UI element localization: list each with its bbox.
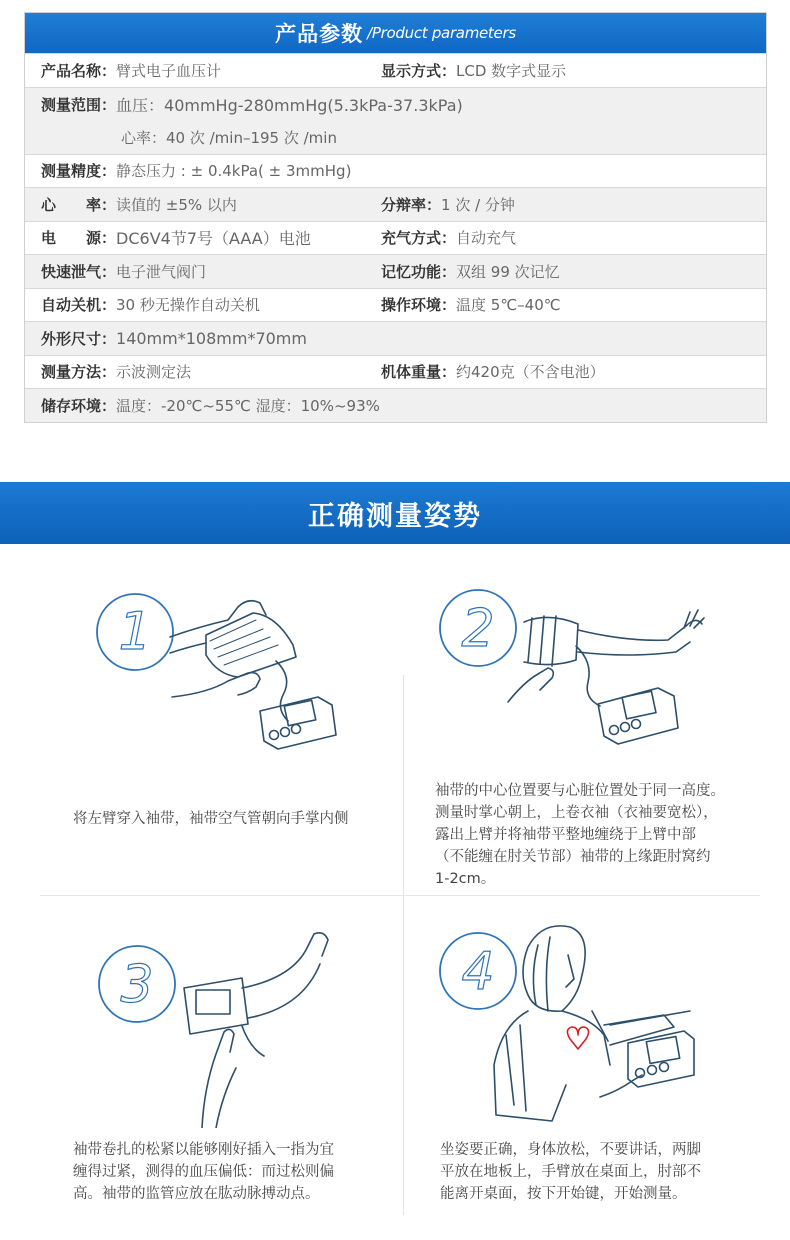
param-label: 外形尺寸： — [41, 329, 117, 348]
param-row-dimensions — [25, 321, 766, 355]
params-title-zh: 产品参数 — [275, 22, 364, 46]
step-3-illustration — [92, 928, 382, 1128]
param-value: 1 次 / 分钟 — [441, 195, 515, 214]
divider-vertical — [403, 675, 404, 1215]
param-value: 温度 5℃–40℃ — [456, 296, 561, 315]
param-label: 显示方式： — [381, 61, 457, 80]
posture-title: 正确测量姿势 — [308, 500, 482, 532]
step-2-line: 1-2cm。 — [435, 871, 496, 887]
step-3-caption — [73, 1139, 334, 1205]
param-row-range — [25, 87, 766, 154]
step-4-line: 能离开桌面，按下开始键，开始测量。 — [440, 1186, 687, 1202]
param-label: 记忆功能： — [381, 262, 457, 281]
param-label: 机体重量： — [381, 363, 457, 382]
step-2-line: 袖带的中心位置要与心脏位置处于同一高度。 — [435, 783, 725, 799]
param-row-accuracy — [25, 154, 766, 188]
param-label: 储存环境： — [41, 396, 117, 415]
posture-banner — [0, 482, 790, 544]
step-1-caption — [73, 808, 349, 830]
param-value: 自动充气 — [456, 229, 517, 248]
param-value: 静态压力 : ± 0.4kPa( ± 3mmHg) — [116, 162, 352, 181]
step-3-line: 缠得过紧，测得的血压偏低：而过松则偏 — [73, 1164, 334, 1180]
step-4-line: 平放在地板上，手臂放在桌面上，肘部不 — [440, 1164, 701, 1180]
step-2-line: 露出上臂并将袖带平整地缠绕于上臂中部 — [435, 827, 696, 843]
param-label: 产品名称： — [41, 61, 117, 80]
divider-horizontal — [40, 895, 760, 896]
param-value: 温度：-20℃~55℃ 湿度：10%~93% — [116, 396, 380, 415]
param-value: 读值的 ±5% 以内 — [116, 195, 237, 214]
step-4-illustration — [432, 915, 732, 1125]
param-value: 臂式电子血压计 — [116, 61, 222, 80]
param-label: 分辩率： — [381, 195, 442, 214]
param-row-storage — [25, 388, 766, 422]
step-1-number: 1 — [118, 602, 152, 662]
param-value: 双组 99 次记忆 — [456, 262, 560, 281]
step-4-caption — [440, 1139, 701, 1205]
param-label: 测量精度： — [41, 162, 117, 181]
param-value: 30 秒无操作自动关机 — [116, 296, 260, 315]
step-2-line: 测量时掌心朝上，上卷衣袖（衣袖要宽松）， — [435, 805, 718, 821]
params-title-en: /Product parameters — [367, 24, 516, 42]
param-value: 血压：40mmHg-280mmHg(5.3kPa-37.3kPa) — [116, 95, 463, 115]
param-row-method — [25, 355, 766, 389]
param-value: 约420克（不含电池） — [456, 363, 605, 382]
step-2-line: （不能缠在肘关节部）袖带的上缘距肘窝约 — [435, 849, 711, 865]
param-label: 操作环境： — [381, 296, 457, 315]
param-label: 充气方式： — [381, 229, 457, 248]
step-4-number: 4 — [461, 942, 495, 1002]
param-row-heart-rate — [25, 187, 766, 221]
step-3-number: 3 — [120, 955, 154, 1015]
params-header — [25, 13, 766, 53]
step-2-illustration — [428, 582, 718, 762]
param-value: 示波测定法 — [116, 363, 192, 382]
step-4-line: 坐姿要正确，身体放松，不要讲话，两脚 — [440, 1142, 701, 1158]
param-label: 快速泄气： — [41, 262, 117, 281]
param-label: 电 源： — [41, 229, 117, 248]
param-label: 心 率： — [41, 195, 117, 214]
param-value: DC6V4节7号（AAA）电池 — [116, 229, 311, 249]
param-row-name — [25, 53, 766, 87]
param-value: LCD 数字式显示 — [456, 61, 567, 80]
step-3-line: 高。袖带的监管应放在肱动脉搏动点。 — [73, 1186, 320, 1202]
param-row-auto-off — [25, 288, 766, 322]
product-parameters-table — [24, 12, 767, 423]
param-value: 电子泄气阀门 — [116, 262, 207, 281]
param-label: 测量方法： — [41, 363, 117, 382]
param-label: 测量范围： — [41, 95, 117, 114]
step-2-caption — [435, 780, 725, 890]
step-1-line: 将左臂穿入袖带，袖带空气管朝向手掌内侧 — [73, 811, 349, 827]
step-3-line: 袖带卷扎的松紧以能够刚好插入一指为宜 — [73, 1142, 334, 1158]
param-value: 心率：40 次 /min–195 次 /min — [121, 128, 337, 147]
param-value: 140mm*108mm*70mm — [116, 328, 307, 348]
param-label: 自动关机： — [41, 296, 117, 315]
step-2-number: 2 — [461, 599, 495, 659]
param-row-power — [25, 221, 766, 255]
step-1-illustration — [88, 585, 378, 765]
param-row-deflate — [25, 254, 766, 288]
